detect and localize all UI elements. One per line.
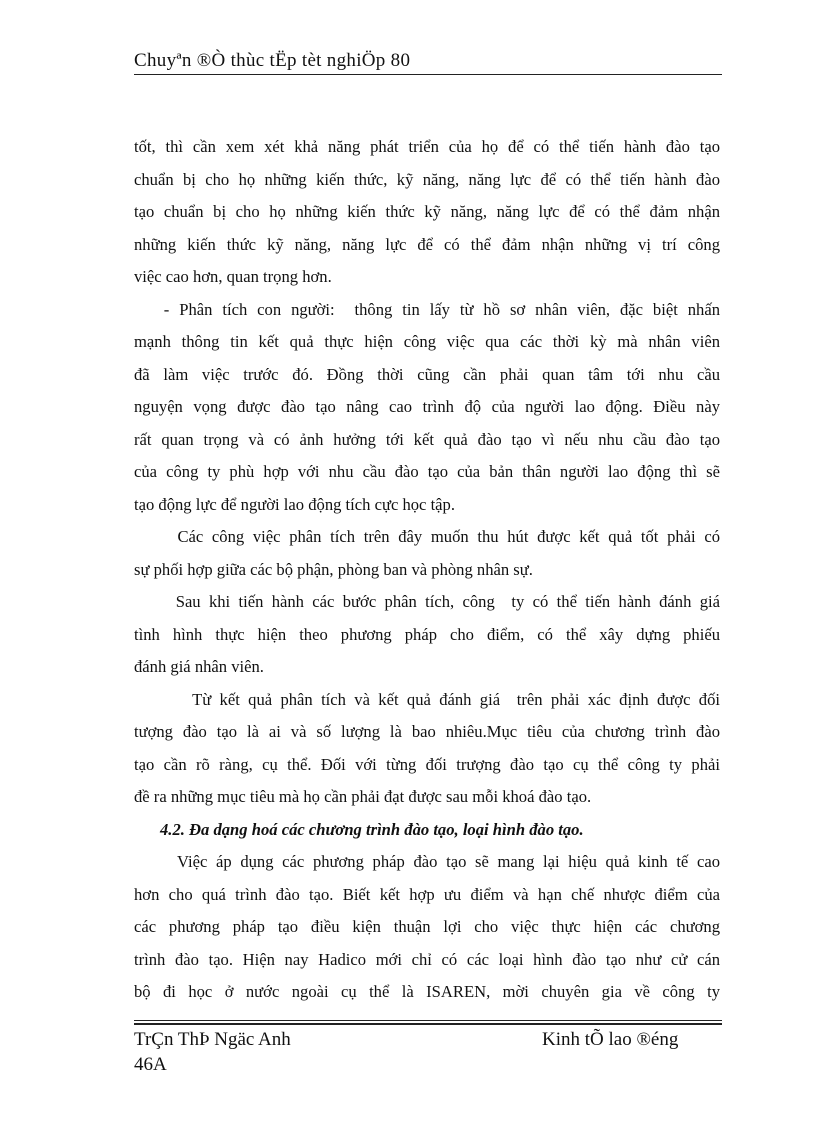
text-line: đã làm việc trước đó. Đồng thời cũng cần phải quan tâm tới nhu cầu xyxy=(134,364,720,384)
text-line: Sau khi tiến hành các bước phân tích, công ty có thể tiến hành đánh giá xyxy=(134,592,720,611)
text-line: tạo cần rõ ràng, cụ thể. Đối với từng đối trượng đào tạo cụ thể công ty phải xyxy=(134,754,720,774)
text-line: bộ đi học ở nước ngoài cụ thể là ISAREN, mời chuyên gia về công ty xyxy=(134,982,720,1001)
text-line: Các công việc phân tích trên đây muốn thu hút được kết quả tốt phải có xyxy=(134,527,720,546)
text-line: trình đào tạo. Hiện nay Hadico mới chỉ có các loại hình đào tạo như cử cán xyxy=(134,949,720,969)
page-body xyxy=(134,131,720,1009)
page-header xyxy=(134,50,720,72)
text-line: tạo chuẩn bị cho họ những kiến thức kỹ năng, năng lực để có thể đảm nhận xyxy=(134,202,720,221)
text-line: rất quan trọng và có ảnh hưởng tới kết quả đào tạo vì nếu nhu cầu đào tạo xyxy=(134,429,720,449)
text-line: đánh giá nhân viên. xyxy=(134,657,264,676)
paragraph-4 xyxy=(134,586,720,684)
paragraph-5 xyxy=(134,684,720,814)
text-line: của công ty phù hợp với nhu cầu đào tạo của bản thân người lao động thì sẽ xyxy=(134,462,720,481)
header-title: Chuyªn ®Ò thùc tËp tèt nghiÖp 80 xyxy=(134,50,411,71)
text-line: nguyện vọng được đào tạo nâng cao trình độ của người lao động. Điều này xyxy=(134,397,720,416)
text-line: đề ra những mục tiêu mà họ cần phải đạt được sau mỗi khoá đào tạo. xyxy=(134,787,592,806)
footer-rule-thick xyxy=(134,1023,722,1025)
paragraph-2 xyxy=(134,294,720,522)
text-line: tình hình thực hiện theo phương pháp cho điểm, có thể xây dựng phiếu xyxy=(134,624,720,644)
text-line: hơn cho quá trình đào tạo. Biết kết hợp ưu điểm và hạn chế nhược điểm của xyxy=(134,884,720,904)
text-line: sự phối hợp giữa các bộ phận, phòng ban và phòng nhân sự. xyxy=(134,559,533,579)
text-line: tạo động lực để người lao động tích cực học tập. xyxy=(134,494,455,514)
text-line: tốt, thì cần xem xét khả năng phát triển của họ để có thể tiến hành đào tạo xyxy=(134,137,720,156)
section-heading: 4.2. Đa dạng hoá các chương trình đào tạo, loại hình đào tạo. xyxy=(160,819,584,839)
paragraph-6 xyxy=(134,846,720,1009)
footer-class: 46A xyxy=(134,1054,167,1075)
text-line: chuẩn bị cho họ những kiến thức, kỹ năng, năng lực để có thể tiến hành đào xyxy=(134,169,720,189)
footer-rule xyxy=(134,1020,722,1021)
paragraph-1 xyxy=(134,131,720,294)
text-line: các phương pháp tạo điều kiện thuận lợi cho việc thực hiện các chương xyxy=(134,917,720,936)
text-line: - Phân tích con người: thông tin lấy từ hồ sơ nhân viên, đặc biệt nhấn xyxy=(134,299,720,319)
footer-department: Kinh tÕ lao ®éng xyxy=(542,1029,679,1050)
text-line: mạnh thông tin kết quả thực hiện công việc qua các thời kỳ mà nhân viên xyxy=(134,332,720,351)
header-rule xyxy=(134,74,722,75)
paragraph-3 xyxy=(134,521,720,586)
text-line: Từ kết quả phân tích và kết quả đánh giá trên phải xác định được đối xyxy=(134,689,720,709)
footer-author: TrÇn ThÞ Ngäc Anh xyxy=(134,1029,291,1050)
text-line: việc cao hơn, quan trọng hơn. xyxy=(134,267,332,286)
text-line: Việc áp dụng các phương pháp đào tạo sẽ mang lại hiệu quả kinh tế cao xyxy=(134,852,720,871)
text-line: những kiến thức kỹ năng, năng lực để có thể đảm nhận những vị trí công xyxy=(134,234,720,254)
footer-author-block xyxy=(134,1027,291,1077)
text-line: tượng đào tạo là ai và số lượng là bao nhiêu.Mục tiêu của chương trình đào xyxy=(134,722,720,741)
